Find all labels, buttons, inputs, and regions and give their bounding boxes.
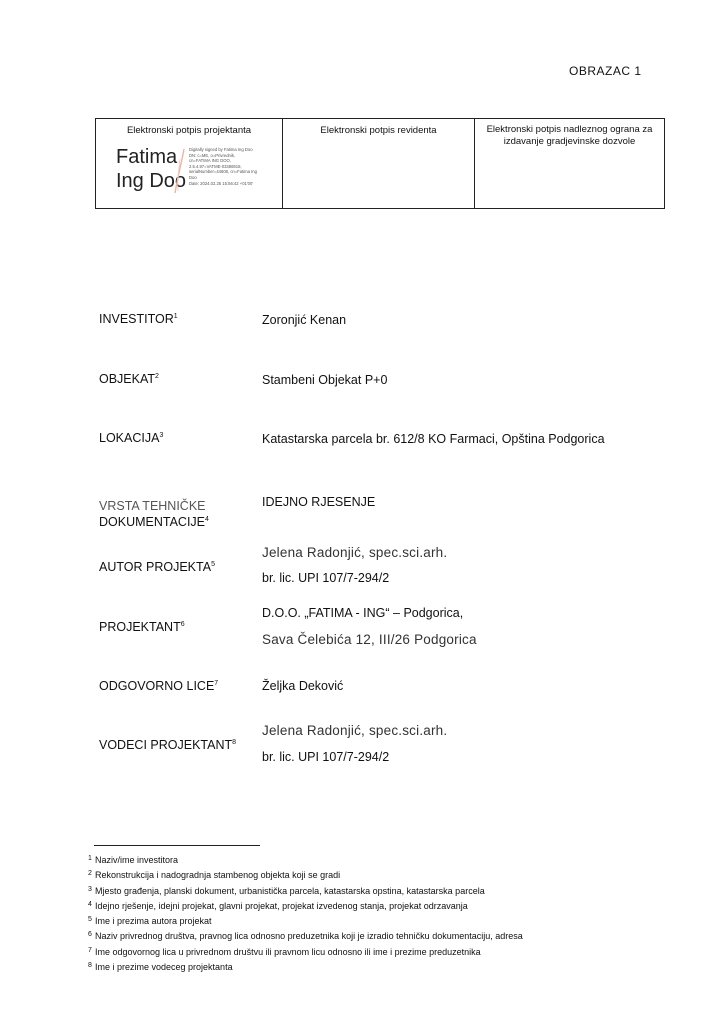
footnote-item: 2 Rekonstrukcija i nadogradnja stambenog objekta koji se gradi — [88, 870, 341, 881]
location-label: LOKACIJA$^3$ — [99, 431, 164, 445]
footnote-item: 5 Ime i prezima autora projekat — [88, 916, 212, 927]
designer-label: PROJEKTANT$^6$ — [99, 620, 185, 634]
designer-address: Sava Čelebića 12, III/26 Podgorica — [262, 632, 477, 647]
signature-detail-line: Doo — [189, 174, 197, 180]
object-value: Stambeni Objekat P+0 — [262, 373, 388, 387]
authority-signature-title: Elektronski potpis nadleznog ograna za izdavanje gradjevinske dozvole — [486, 124, 653, 147]
project-author-license: br. lic. UPI 107/7-294/2 — [262, 571, 390, 585]
signature-table — [95, 118, 665, 209]
signature-detail-line: Digitally signed by Fatima Ing Doo — [189, 147, 253, 152]
investor-label: INVESTITOR$^1$ — [99, 312, 178, 326]
footnote-item: 6 Naziv privrednog društva, pravnog lica odnosno preduzetnika koji je izradio tehničku dokumentaciju, adresa — [88, 931, 523, 942]
footnotes — [88, 852, 523, 974]
signature-detail-line: Date: 2024.02.25 15:56:42 +01'00' — [189, 180, 254, 186]
object-label: OBJEKAT$^2$ — [99, 372, 159, 386]
footnote-item: 7 Ime odgovornog lica u privrednom društvu ili pravnom licu odnosno ili ime i prezime preduzetnika — [88, 946, 481, 957]
lead-designer-license: br. lic. UPI 107/7-294/2 — [262, 750, 390, 764]
responsible-person-value: Željka Deković — [262, 679, 344, 693]
documentation-type-label-line2: DOKUMENTACIJE$^4$ — [99, 515, 209, 529]
signature-flourish-icon — [172, 147, 188, 195]
signer-name-line1: Fatima — [116, 146, 178, 168]
documentation-type-label — [99, 499, 209, 529]
footnote-item: 1 Naziv/ime investitora — [88, 855, 179, 865]
form-number: OBRAZAC 1 — [569, 64, 642, 78]
project-author-name: Jelena Radonjić, spec.sci.arh. — [262, 545, 448, 560]
project-author-label: AUTOR PROJEKTA$^5$ — [99, 560, 215, 574]
reviewer-signature-cell — [282, 119, 474, 208]
footnote-item: 4 Idejno rješenje, idejni projekat, glavni projekat, projekat izvedenog stanja, projekat odrzavanja — [88, 900, 468, 911]
authority-signature-cell — [474, 119, 664, 208]
footnote-divider — [94, 845, 260, 846]
signature-details — [189, 147, 279, 186]
designer-signature-cell — [96, 119, 282, 208]
location-value: Katastarska parcela br. 612/8 KO Farmaci, Opština Podgorica — [262, 432, 605, 446]
signature-detail-line: cn=FATIMA ING DOO, — [189, 158, 231, 164]
signature-detail-line: serialNumber=44608, cn=Fatima Ing — [189, 169, 257, 175]
signer-name-line2: Ing Doo — [116, 170, 187, 192]
documentation-type-value: IDEJNO RJESENJE — [262, 495, 376, 509]
documentation-type-label-line1: VRSTA TEHNIČKE — [99, 499, 206, 513]
lead-designer-label: VODECI PROJEKTANT$^8$ — [99, 738, 237, 752]
lead-designer-name: Jelena Radonjić, spec.sci.arh. — [262, 723, 448, 738]
designer-signature-title: Elektronski potpis projektanta — [126, 125, 252, 136]
footnote-item: 8 Ime i prezime vodeceg projektanta — [88, 962, 233, 973]
signature-detail-line: DN: c=ME, o=Privrednik, — [189, 152, 236, 158]
responsible-person-label: ODGOVORNO LICE$^7$ — [99, 679, 219, 693]
footnote-item: 3 Mjesto građenja, planski dokument, urbanistička parcela, katastarska opstina, katastarska parcela — [88, 885, 485, 896]
designer-company: D.O.O. „FATIMA - ING“ – Podgorica, — [262, 606, 464, 620]
reviewer-signature-title: Elektronski potpis revidenta — [320, 125, 437, 136]
signature-detail-line: 2.5.4.97=VATME-03386918, — [189, 163, 242, 169]
investor-value: Zoronjić Kenan — [262, 313, 347, 327]
